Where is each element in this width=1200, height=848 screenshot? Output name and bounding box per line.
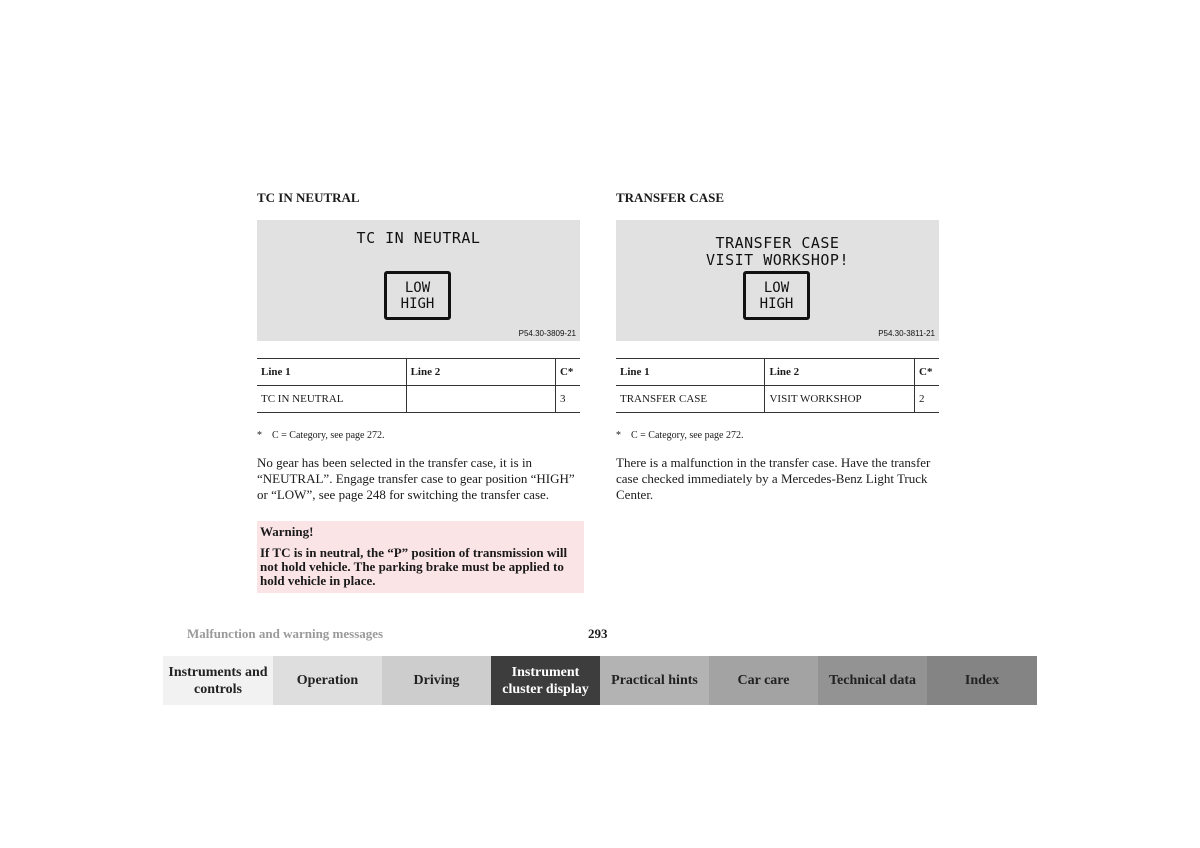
- tab-car-care[interactable]: Car care: [709, 656, 818, 705]
- right-column: [616, 190, 940, 503]
- gear-low-label: LOW: [404, 279, 431, 296]
- footnote-text: C = Category, see page 272.: [631, 430, 744, 441]
- table-header-row: [616, 359, 939, 386]
- table-row: [616, 386, 939, 413]
- footer-section-title: Malfunction and warning messages: [187, 626, 384, 641]
- table-header-line2: Line 2: [765, 359, 915, 386]
- figure-reference: P54.30-3811-21: [878, 329, 935, 338]
- lcd-line-2: VISIT WORKSHOP!: [706, 251, 849, 269]
- table-header-line1: Line 1: [616, 359, 765, 386]
- table-cell-category: 2: [915, 386, 940, 413]
- gear-position-box: [743, 271, 810, 320]
- table-cell-line2: [406, 386, 555, 413]
- table-cell-line1: TRANSFER CASE: [616, 386, 765, 413]
- tab-index[interactable]: Index: [927, 656, 1037, 705]
- figure-reference: P54.30-3809-21: [518, 329, 576, 338]
- gear-low-label: LOW: [763, 279, 790, 296]
- tab-operation[interactable]: Operation: [273, 656, 382, 705]
- section-title-tc-in-neutral: TC IN NEUTRAL: [257, 190, 360, 205]
- tab-driving[interactable]: Driving: [382, 656, 491, 705]
- description-paragraph: No gear has been selected in the transfer case, it is in “NEUTRAL”. Engage transfer case to gear position “HIGH” or “LOW”, see page 248 for switching the transfer case.: [257, 455, 575, 502]
- table-header-row: [257, 359, 580, 386]
- tab-practical-hints[interactable]: Practical hints: [600, 656, 709, 705]
- tab-technical-data[interactable]: Technical data: [818, 656, 927, 705]
- table-row: [257, 386, 580, 413]
- table-header-category: C*: [915, 359, 940, 386]
- warning-text: If TC is in neutral, the “P” position of transmission will not hold vehicle. The parking brake must be applied to hold vehicle in place.: [260, 545, 568, 588]
- gear-position-box: [384, 271, 451, 320]
- lcd-display-illustration: [257, 220, 580, 341]
- table-cell-line1: TC IN NEUTRAL: [257, 386, 406, 413]
- description-paragraph: There is a malfunction in the transfer case. Have the transfer case checked immediately by a Mercedes-Benz Light Truck Center.: [616, 455, 931, 502]
- footnote-mark: *: [257, 430, 262, 441]
- gear-high-label: HIGH: [400, 295, 435, 312]
- lcd-line-1: TRANSFER CASE: [715, 234, 840, 252]
- section-title-transfer-case: TRANSFER CASE: [616, 190, 724, 205]
- footnote-mark: *: [616, 430, 621, 441]
- chapter-tabs: [163, 656, 1037, 705]
- lcd-line-1: TC IN NEUTRAL: [356, 229, 481, 247]
- tab-instruments-and-controls[interactable]: Instruments and controls: [163, 656, 273, 705]
- gear-high-label: HIGH: [759, 295, 794, 312]
- table-header-line2: Line 2: [406, 359, 555, 386]
- table-cell-category: 3: [555, 386, 580, 413]
- left-column: [257, 190, 581, 593]
- table-cell-line2: VISIT WORKSHOP: [765, 386, 915, 413]
- table-header-category: C*: [555, 359, 580, 386]
- table-header-line1: Line 1: [257, 359, 406, 386]
- page-number: 293: [588, 626, 608, 641]
- warning-title: Warning!: [260, 524, 314, 539]
- message-table: [616, 358, 939, 413]
- footnote: [257, 430, 581, 441]
- lcd-display-illustration: [616, 220, 939, 341]
- footnote-text: C = Category, see page 272.: [272, 430, 385, 441]
- footnote: [616, 430, 940, 441]
- warning-box: [257, 521, 584, 593]
- tab-instrument-cluster-display[interactable]: Instrument cluster display: [491, 656, 600, 705]
- message-table: [257, 358, 580, 413]
